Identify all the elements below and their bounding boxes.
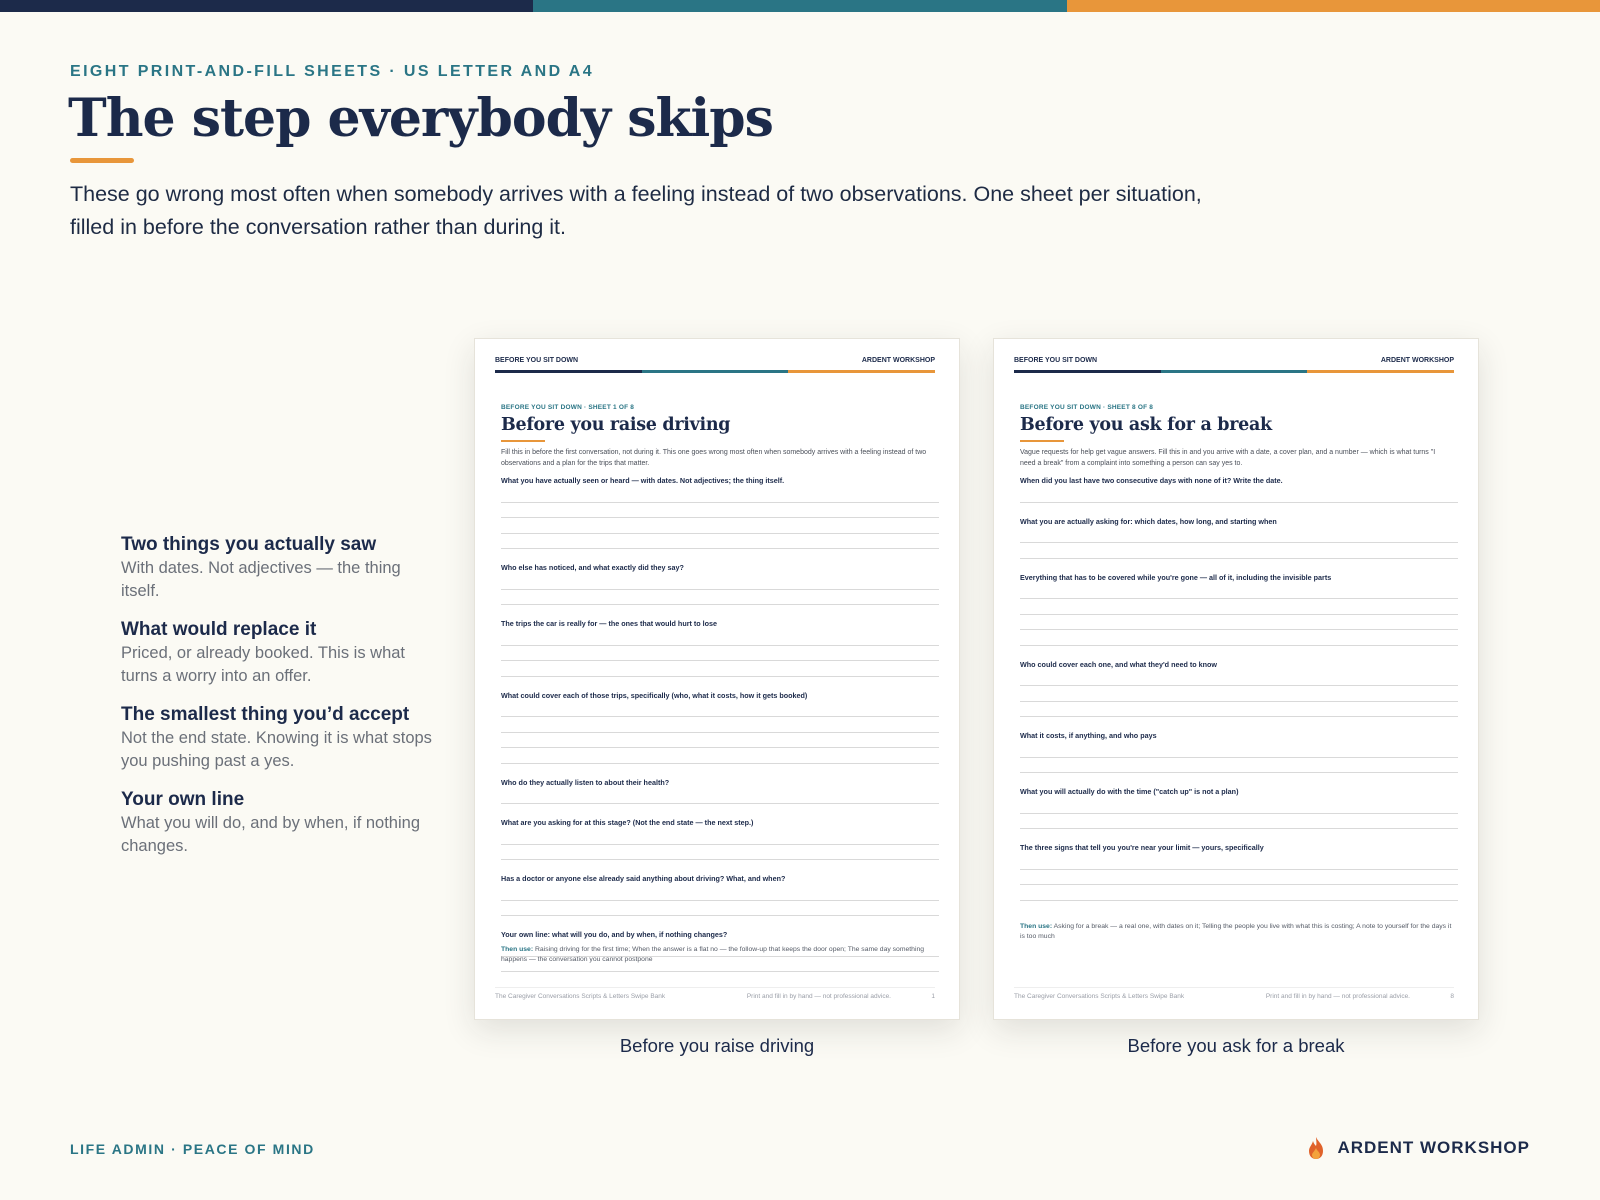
- sheet-prompt-question: Who could cover each one, and what they'd need to know: [1020, 659, 1217, 669]
- write-in-line: [1020, 630, 1458, 646]
- sheet-footer-mid: Print and fill in by hand — not professional advice.: [746, 993, 891, 1000]
- write-in-line: [1020, 742, 1458, 758]
- sheet-header-left: BEFORE YOU SIT DOWN: [495, 357, 579, 364]
- feature-desc: Priced, or already booked. This is what turns a worry into an offer.: [121, 644, 406, 685]
- sheet-prompt: [1020, 573, 1458, 646]
- write-in-line: [1020, 599, 1458, 615]
- write-in-line: [501, 590, 939, 606]
- feature-title: What would replace it: [121, 619, 317, 640]
- write-in-line: [1020, 584, 1458, 600]
- write-in-line: [1020, 702, 1458, 718]
- sheet-bar-orange: [788, 370, 935, 373]
- sheet-prompt-question: The trips the car is really for — the ones that would hurt to lose: [501, 619, 718, 628]
- sheet-bar-teal: [642, 370, 789, 373]
- sheet-prompt: [1020, 476, 1458, 503]
- sheet-prompt-question: What it costs, if anything, and who pays: [1020, 731, 1157, 740]
- sheet-prompt: [501, 691, 939, 764]
- feature-desc: Not the end state. Knowing it is what stops you pushing past a yes.: [121, 729, 432, 770]
- sheet-preview-break: [993, 338, 1479, 1020]
- eyebrow: EIGHT PRINT-AND-FILL SHEETS · US LETTER AND A4: [70, 63, 595, 80]
- write-in-line: [1020, 758, 1458, 774]
- sheet-title: Before you raise driving: [501, 415, 731, 435]
- write-in-line: [1020, 798, 1458, 814]
- write-in-line: [501, 748, 939, 764]
- write-in-line: [501, 845, 939, 861]
- sheet-prompts: [501, 476, 939, 986]
- sheet-prompt: [1020, 731, 1458, 773]
- sheet-prompt: [501, 818, 939, 860]
- write-in-line: [501, 789, 939, 805]
- sheet-then-use: [501, 945, 933, 965]
- write-in-line: [501, 630, 939, 646]
- sheet-prompt: [1020, 660, 1458, 718]
- sheet-bar-navy: [495, 370, 642, 373]
- footer-tagline: LIFE ADMIN · PEACE OF MIND: [70, 1141, 315, 1157]
- sheet-caption: Before you ask for a break: [1127, 1035, 1345, 1056]
- sheet-header-right: ARDENT WORKSHOP: [1380, 357, 1454, 364]
- sheet-prompt-question: Who else has noticed, and what exactly did they say?: [501, 563, 684, 572]
- write-in-line: [501, 717, 939, 733]
- feature-list: [121, 533, 441, 873]
- sheet-footer-mid: Print and fill in by hand — not professional advice.: [1265, 993, 1410, 1000]
- sheet-intro: Fill this in before the first conversation, not during it. This one goes wrong most often when somebody arrives with a feeling instead of two observations and a plan for the trips that matter.: [501, 449, 927, 467]
- feature-title: Two things you actually saw: [121, 534, 377, 555]
- write-in-line: [1020, 870, 1458, 886]
- sheet-prompt-question: Has a doctor or anyone else already said anything about driving? What, and when?: [501, 874, 786, 883]
- then-use-text: Raising driving for the first time; When the answer is a flat no — the follow-up that keeps the door open; The same day something happens — the conversation you cannot postpone: [501, 946, 925, 963]
- sheet-intro: Vague requests for help get vague answers. Fill this in and you arrive with a date, a cover plan, and a number — which is what turns "I need a break" from a complaint into something a person can say yes to.: [1020, 449, 1436, 467]
- feature-item: [121, 788, 441, 858]
- write-in-line: [1020, 615, 1458, 631]
- write-in-line: [501, 534, 939, 550]
- write-in-line: [501, 661, 939, 677]
- top-bar-orange: [1067, 0, 1600, 12]
- sheet-header: [1014, 357, 1454, 364]
- sheet-prompt-question: The three signs that tell you you're near your limit — yours, specifically: [1020, 843, 1264, 852]
- write-in-line: [501, 901, 939, 917]
- then-use-label: Then use:: [501, 946, 534, 953]
- write-in-line: [1020, 487, 1458, 503]
- write-in-line: [1020, 528, 1458, 544]
- write-in-line: [501, 574, 939, 590]
- write-in-line: [501, 503, 939, 519]
- top-bar-teal: [533, 0, 1066, 12]
- sheet-prompt: [501, 874, 939, 916]
- write-in-line: [501, 733, 939, 749]
- write-in-line: [1020, 814, 1458, 830]
- sheet-bar-teal: [1161, 370, 1308, 373]
- sheet-page-number: 1: [931, 993, 935, 1000]
- sheet-bar-orange: [1307, 370, 1454, 373]
- write-in-line: [501, 885, 939, 901]
- sheet-preview-driving: [474, 338, 960, 1020]
- feature-desc: With dates. Not adjectives — the thing itself.: [121, 559, 401, 600]
- sheet-title-underline: [501, 440, 545, 442]
- sheet-prompt-question: What you have actually seen or heard — with dates. Not adjectives; the thing itself.: [501, 476, 785, 485]
- sheet-prompt-question: When did you last have two consecutive days with none of it? Write the date.: [1020, 476, 1283, 485]
- sheet-prompt-question: Who do they actually listen to about their health?: [501, 777, 670, 787]
- sheet-prompt-question: What you will actually do with the time ("catch up" is not a plan): [1020, 787, 1239, 796]
- sheet-prompts: [1020, 476, 1458, 915]
- sheet-prompt: [501, 476, 939, 549]
- sheet-footer-left: The Caregiver Conversations Scripts & Letters Swipe Bank: [495, 993, 666, 1000]
- feature-item: [121, 533, 441, 603]
- title-underline: [70, 158, 134, 163]
- brand-name: ARDENT WORKSHOP: [1337, 1138, 1530, 1157]
- sheet-prompt: [1020, 517, 1458, 559]
- top-color-bar: [0, 0, 1600, 12]
- sheet-header-left: BEFORE YOU SIT DOWN: [1014, 357, 1098, 364]
- sheet-prompt: [501, 778, 939, 805]
- footer-brand: [1305, 1136, 1530, 1160]
- sheet-footer: [495, 987, 935, 1000]
- sheet-page-number: 8: [1450, 993, 1454, 1000]
- write-in-line: [1020, 543, 1458, 559]
- page-title: The step everybody skips: [68, 88, 773, 149]
- sheet-title: Before you ask for a break: [1020, 415, 1272, 435]
- sheet-prompt: [501, 563, 939, 605]
- sheet-color-bar: [495, 370, 935, 373]
- sheet-kicker: BEFORE YOU SIT DOWN · SHEET 1 OF 8: [501, 404, 635, 411]
- write-in-line: [501, 829, 939, 845]
- write-in-line: [1020, 686, 1458, 702]
- sheet-title-underline: [1020, 440, 1064, 442]
- sheet-header-right: ARDENT WORKSHOP: [861, 357, 935, 364]
- sheet-prompt: [1020, 843, 1458, 901]
- sheet-prompt-question: What could cover each of those trips, specifically (who, what it costs, how it gets booked): [501, 690, 808, 700]
- sheet-kicker: BEFORE YOU SIT DOWN · SHEET 8 OF 8: [1020, 404, 1154, 411]
- write-in-line: [1020, 885, 1458, 901]
- sheet-prompt: [1020, 787, 1458, 829]
- sheet-color-bar: [1014, 370, 1454, 373]
- write-in-line: [1020, 671, 1458, 687]
- sheet-prompt-question: Everything that has to be covered while you're gone — all of it, including the invisible parts: [1020, 572, 1332, 582]
- then-use-text: Asking for a break — a real one, with dates on it; Telling the people you live with what this is costing; A note to yourself for the days it is too much: [1020, 923, 1452, 940]
- feature-title: Your own line: [121, 789, 245, 810]
- sheet-prompt-question: What you are actually asking for: which dates, how long, and starting when: [1020, 516, 1277, 526]
- write-in-line: [501, 646, 939, 662]
- write-in-line: [501, 518, 939, 534]
- sheet-caption: Before you raise driving: [619, 1035, 815, 1056]
- feature-item: [121, 618, 441, 688]
- sheet-footer-left: The Caregiver Conversations Scripts & Letters Swipe Bank: [1014, 993, 1185, 1000]
- top-bar-navy: [0, 0, 533, 12]
- feature-title: The smallest thing you’d accept: [121, 704, 410, 725]
- sheet-header: [495, 357, 935, 364]
- sheet-prompt-question: What are you asking for at this stage? (Not the end state — the next step.): [501, 818, 754, 827]
- sheet-bar-navy: [1014, 370, 1161, 373]
- write-in-line: [501, 702, 939, 718]
- write-in-line: [1020, 854, 1458, 870]
- write-in-line: [501, 487, 939, 503]
- sheet-prompt-question: Your own line: what will you do, and by when, if nothing changes?: [501, 930, 728, 939]
- intro-text: These go wrong most often when somebody arrives with a feeling instead of two observations. One sheet per situation, filled in before the conversation rather than during it.: [70, 182, 1202, 239]
- flame-icon: [1305, 1136, 1327, 1160]
- then-use-label: Then use:: [1020, 923, 1053, 930]
- feature-desc: What you will do, and by when, if nothing changes.: [121, 814, 421, 855]
- sheet-then-use: [1020, 922, 1452, 942]
- sheet-prompt: [501, 619, 939, 677]
- sheet-footer: [1014, 987, 1454, 1000]
- feature-item: [121, 703, 441, 773]
